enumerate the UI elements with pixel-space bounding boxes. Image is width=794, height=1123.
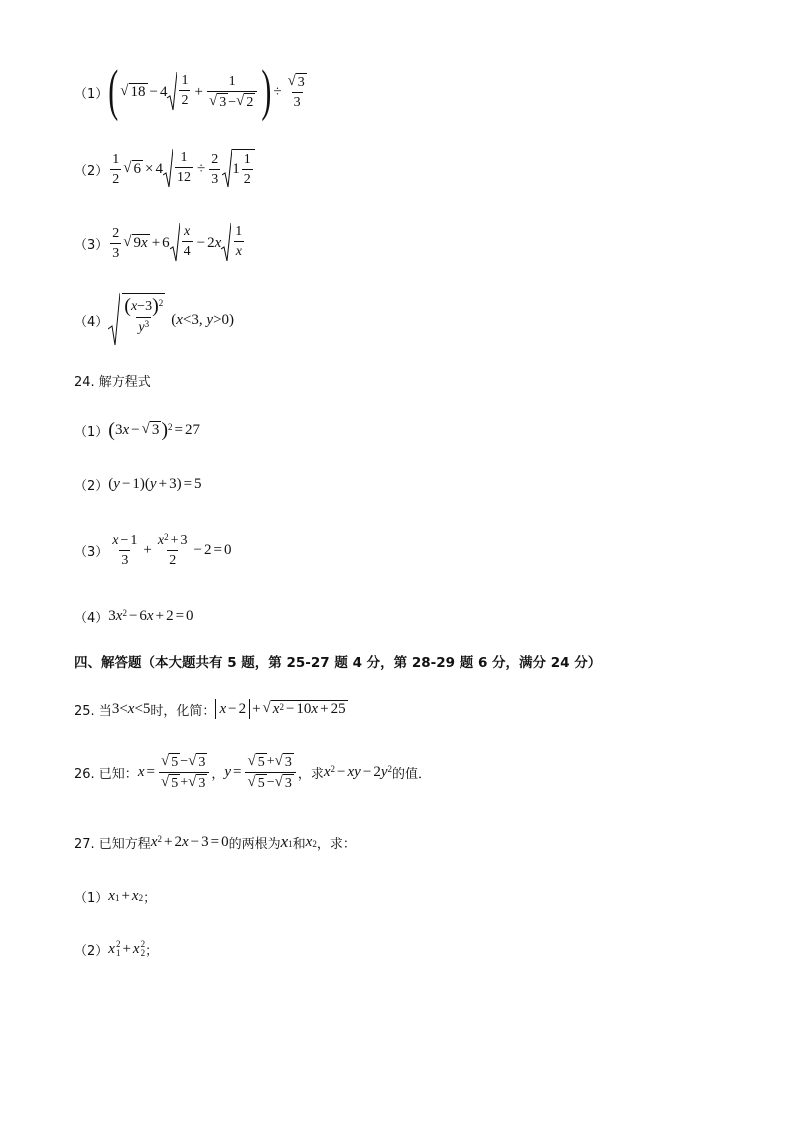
q24-item-1 — [74, 416, 200, 444]
math-expression: ( 3 x − √ 3 ) 2 = 27 — [108, 419, 200, 441]
item-label: （1） — [74, 890, 109, 906]
item-label: （2） — [74, 478, 109, 494]
math-expression: x 2 1 + x 2 2 — [108, 939, 146, 958]
x-definition: x = √ 5 − √ 3 √ 5 + √ 3 — [138, 753, 212, 792]
y-definition: y = √ 5 + √ 3 √ 5 − √ 3 — [224, 753, 298, 792]
item-label: （4） — [74, 610, 109, 626]
item-label: （1） — [74, 424, 109, 440]
sqrt-half: 1 2 — [167, 72, 192, 112]
root-x2: x 2 — [305, 833, 317, 850]
item-label: （3） — [74, 237, 109, 253]
math-expression: 2 3 √ 9 x + 6 x 4 − 2 x 1 x — [112, 224, 243, 261]
math-expression: 1 2 √ 6 × 4 1 12 ÷ $\frac{2}{3}$ 1 1 2 — [108, 149, 254, 189]
math-expression: ( √ 18 − 4 1 2 + 1 √ 3 − √ 2 ) ÷ √ 3 3 — [108, 59, 305, 123]
item-label: （3） — [74, 544, 109, 560]
item-label: （1） — [74, 86, 109, 102]
q24-item-4 — [74, 604, 194, 628]
q23-item-3 — [74, 220, 246, 266]
math-expression: 3 x 2 − 6 x + 2 = 0 — [108, 607, 194, 624]
sqrt-18: √ 18 — [120, 83, 146, 100]
item-label: （2） — [74, 163, 109, 179]
q24-heading: 24. 解方程式 — [74, 374, 151, 390]
question-27: 27. 已知方程 x 2 + 2 x − 3 = 0 的两根为 x 1 和 x 2 ，求： — [74, 832, 356, 852]
question-26: 26. 已知： x = √ 5 − √ 3 √ 5 + √ 3 ， y = √ 5 + √ 3 √ 5 − √ 3 ，求 x 2 − xy − 2 y 2 的值． — [74, 752, 431, 791]
item-label: （2） — [74, 943, 109, 959]
q27-item-2: （2） x 2 1 + x 2 2 ； — [74, 939, 159, 959]
q24-item-3 — [74, 528, 231, 572]
math-expression: x − 1 3 + x 2 + 3 2 − 2 = 0 — [112, 531, 232, 568]
math-expression: x − 2 + √ x 2 − 10 x + 25 — [215, 699, 347, 719]
q23-item-1 — [74, 59, 311, 123]
q23-item-2 — [74, 146, 255, 192]
q27-item-1: （1） x 1 + x 2 ； — [74, 887, 157, 906]
math-expression: ( x −3 ) 2 y 3 (x<3, y>0) — [108, 293, 234, 347]
root-x1: x 1 — [280, 832, 293, 851]
condition: 3< x <5 — [111, 700, 151, 717]
question-25: 25. 当 3< x <5 时，化简： x − 2 + √ x 2 − 10 x + 25 — [74, 700, 346, 719]
target-expression: x 2 − xy − 2 y 2 — [323, 763, 392, 780]
q24-item-2 — [74, 472, 202, 496]
item-label: （4） — [74, 314, 109, 330]
math-expression: x 1 + x 2 — [108, 887, 144, 904]
section-heading: 四、解答题（本大题共有 5 题，第 25-27 题 4 分，第 28-29 题 6 分，满分 24 分） — [74, 655, 602, 671]
q23-item-4 — [74, 292, 234, 348]
math-expression: ( y − 1)( y + 3) = 5 — [108, 475, 202, 492]
equation: x 2 + 2 x − 3 = 0 — [150, 833, 229, 850]
